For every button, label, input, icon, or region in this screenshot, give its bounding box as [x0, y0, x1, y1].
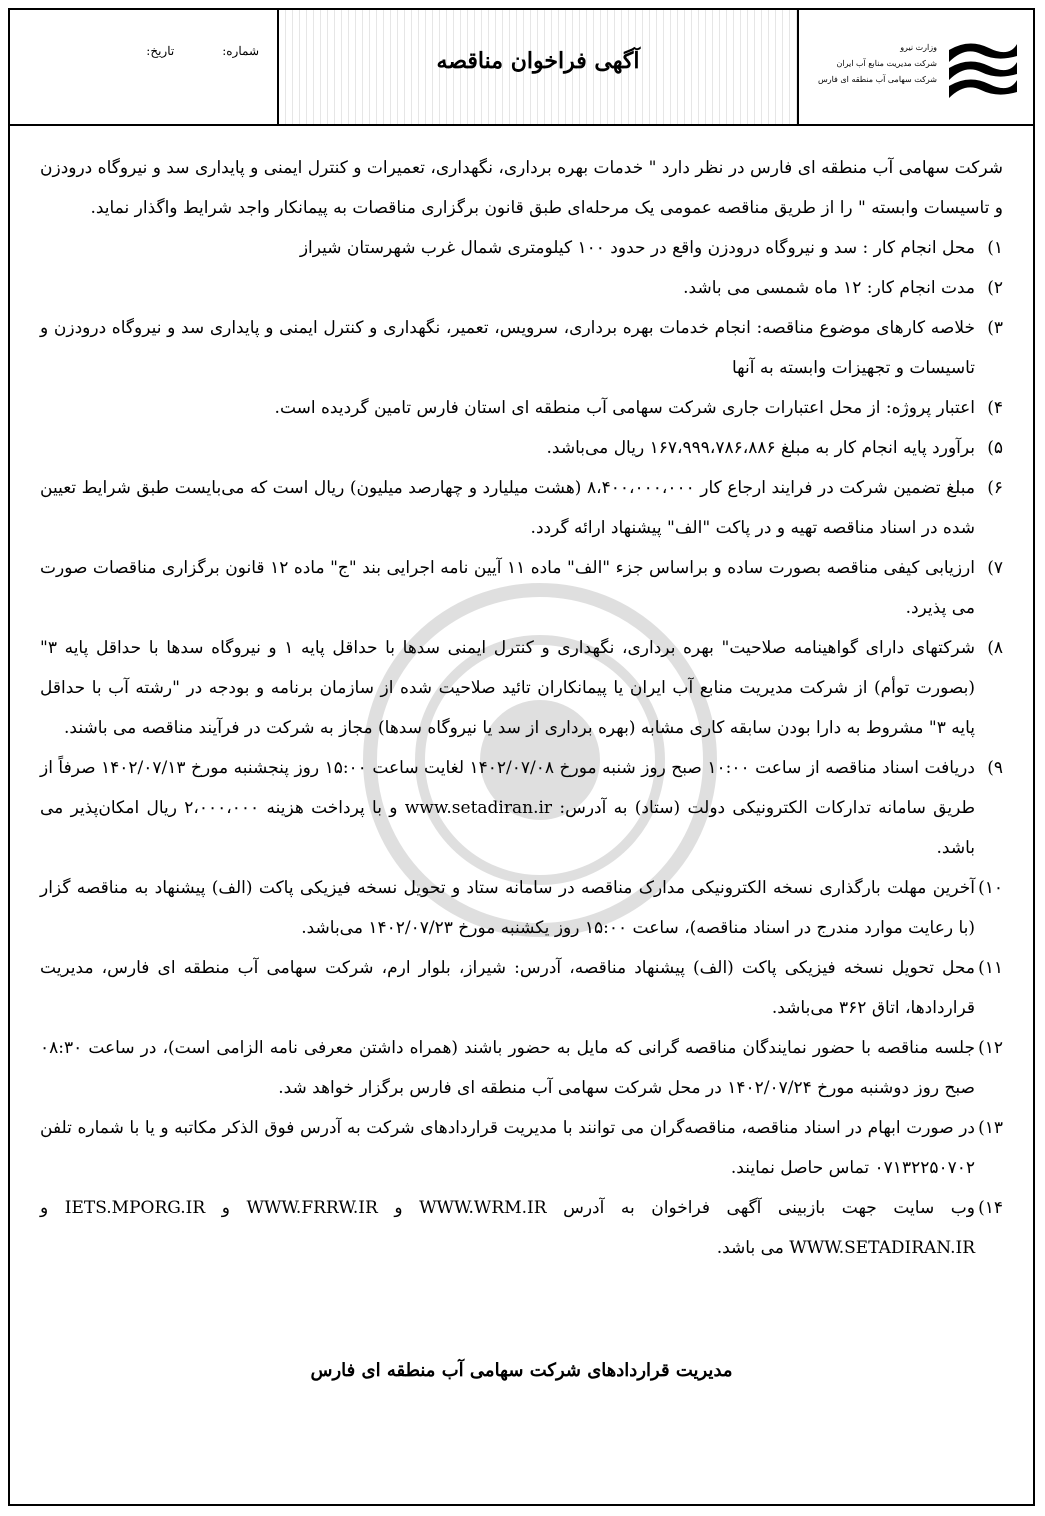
item-text: محل تحویل نسخه فیزیکی پاکت (الف) پیشنهاد مناقصه، آدرس: شیراز، بلوار ارم، شرکت سهامی آب منطقه ای فارس، مدیریت قراردادها، اتاق ۳۶۲ می‌باشد. — [40, 958, 975, 1018]
item-number: ۱۰) — [978, 878, 1003, 898]
number-label: شماره: — [222, 44, 259, 58]
org-line-regional: شرکت سهامی آب منطقه ای فارس — [817, 75, 937, 84]
org-line-ministry: وزارت نیرو — [900, 43, 937, 52]
item-text: ارزیابی کیفی مناقصه بصورت ساده و براساس جزء "الف" ماده ۱۱ آیین نامه اجرایی بند "ج" ماده ۱۲ قانون برگزاری مناقصات صورت می پذیرد. — [40, 558, 975, 618]
item-text: محل انجام کار : سد و نیروگاه درودزن واقع در حدود ۱۰۰ کیلومتری شمال غرب شهرستان شیراز — [299, 238, 975, 258]
list-item — [40, 628, 1003, 748]
list-item — [40, 748, 1003, 868]
date-label: تاریخ: — [146, 44, 175, 58]
water-waves-logo-icon — [945, 32, 1021, 108]
footer-signature: مدیریت قراردادهای شرکت سهامی آب منطقه ای فارس — [310, 1360, 733, 1381]
list-item — [40, 468, 1003, 548]
item-number: ۲) — [987, 278, 1003, 298]
page-title: آگهی فراخوان مناقصه — [436, 48, 640, 74]
meta-cell — [10, 10, 277, 124]
list-item — [40, 428, 1003, 468]
list-item — [40, 1108, 1003, 1188]
list-item — [40, 548, 1003, 628]
list-item — [40, 228, 1003, 268]
item-number: ۱۴) — [978, 1198, 1003, 1218]
item-text: خلاصه کارهای موضوع مناقصه: انجام خدمات بهره برداری، سرویس، تعمیر، نگهداری و کنترل ایمنی و پایداری سد و نیروگاه درودزن و تاسیسات و تجهیزات وابسته به آنها — [40, 318, 975, 378]
list-item — [40, 268, 1003, 308]
org-line-company: شرکت مدیریت منابع آب ایران — [836, 59, 937, 68]
item-text: در صورت ابهام در اسناد مناقصه، مناقصه‌گران می توانند با مدیریت قراردادهای شرکت به آدرس فوق الذکر مکاتبه و یا با شماره تلفن ۰۷۱۳۲۲۵۰۷۰۲ تماس حاصل نمایند. — [40, 1118, 975, 1178]
list-item — [40, 1188, 1003, 1268]
org-names — [818, 40, 937, 88]
item-text: برآورد پایه انجام کار به مبلغ ۱۶۷،۹۹۹،۷۸۶،۸۸۶ ریال می‌باشد. — [546, 438, 975, 458]
notice-body — [40, 148, 1003, 1268]
item-number: ۱) — [987, 238, 1003, 258]
header — [10, 10, 1033, 126]
item-number: ۸) — [987, 638, 1003, 658]
item-number: ۵) — [987, 438, 1003, 458]
list-item — [40, 308, 1003, 388]
list-item — [40, 388, 1003, 428]
item-number: ۷) — [987, 558, 1003, 578]
item-text: شرکتهای دارای گواهینامه صلاحیت" بهره برداری، نگهداری و کنترل ایمنی سدها با حداقل پایه ۱ و نیروگاه سدها با حداقل پایه ۳" (بصورت توأم) از شرکت مدیریت منابع آب ایران یا پیمانکاران تائید صلاحیت شده از سازمان برنامه و بودجه در "رشته آب با حداقل پایه ۳" مشروط به دارا بودن سابقه کاری مشابه (بهره برداری از سد یا نیروگاه سدها) مجاز به شرکت در فرآیند مناقصه می باشند. — [40, 638, 975, 738]
item-text: مبلغ تضمین شرکت در فرایند ارجاع کار ۸،۴۰۰،۰۰۰،۰۰۰ (هشت میلیارد و چهارصد میلیون) ریال است که می‌بایست طبق شرایط تعیین شده در اسناد مناقصه تهیه و در پاکت "الف" پیشنهاد ارائه گردد. — [40, 478, 975, 538]
item-number: ۱۳) — [978, 1118, 1003, 1138]
notice-frame — [8, 8, 1035, 1506]
list-item — [40, 868, 1003, 948]
item-number: ۴) — [987, 398, 1003, 418]
title-cell — [277, 10, 797, 124]
item-text: آخرین مهلت بارگذاری نسخه الکترونیکی مدارک مناقصه در سامانه ستاد و تحویل نسخه فیزیکی پاکت (الف) پیشنهاد به مناقصه گزار (با رعایت موارد مندرج در اسناد مناقصه)، ساعت ۱۵:۰۰ روز یکشنبه مورخ ۱۴۰۲/۰۷/۲۳ می‌باشد. — [40, 878, 975, 938]
items-list — [40, 228, 1003, 1268]
item-number: ۹) — [987, 758, 1003, 778]
item-text: جلسه مناقصه با حضور نمایندگان مناقصه گرانی که مایل به حضور باشند (همراه داشتن معرفی نامه الزامی است)، در ساعت ۰۸:۳۰ صبح روز دوشنبه مورخ ۱۴۰۲/۰۷/۲۴ در محل شرکت سهامی آب منطقه ای فارس برگزار خواهد شد. — [40, 1038, 975, 1098]
item-text: مدت انجام کار: ۱۲ ماه شمسی می باشد. — [683, 278, 975, 298]
item-number: ۳) — [987, 318, 1003, 338]
item-text: دریافت اسناد مناقصه از ساعت ۱۰:۰۰ صبح روز شنبه مورخ ۱۴۰۲/۰۷/۰۸ لغایت ساعت ۱۵:۰۰ روز پنجشنبه مورخ ۱۴۰۲/۰۷/۱۳ صرفاً از طریق سامانه تدارکات الکترونیکی دولت (ستاد) به آدرس: www.setadiran.ir و با پرداخت هزینه ۲،۰۰۰،۰۰۰ ریال امکان‌پذیر می باشد. — [40, 758, 975, 858]
intro-paragraph: شرکت سهامی آب منطقه ای فارس در نظر دارد " خدمات بهره برداری، نگهداری، تعمیرات و کنترل ایمنی و پایداری سد و نیروگاه درودزن و تاسیسات وابسته " را از طریق مناقصه عمومی یک مرحله‌ای طبق قانون برگزاری مناقصات به پیمانکار واجد شرایط واگذار نماید. — [40, 158, 1003, 218]
item-text: وب سایت جهت بازبینی آگهی فراخوان به آدرس WWW.WRM.IR و WWW.FRRW.IR و IETS.MPORG.IR و WWW.SETADIRAN.IR می باشد. — [40, 1198, 975, 1258]
meta-row — [146, 44, 259, 58]
list-item — [40, 1028, 1003, 1108]
item-text: اعتبار پروژه: از محل اعتبارات جاری شرکت سهامی آب منطقه ای استان فارس تامین گردیده است. — [274, 398, 975, 418]
item-number: ۶) — [987, 478, 1003, 498]
list-item — [40, 948, 1003, 1028]
item-number: ۱۱) — [978, 958, 1003, 978]
org-logo-cell — [797, 10, 1033, 124]
item-number: ۱۲) — [978, 1038, 1003, 1058]
